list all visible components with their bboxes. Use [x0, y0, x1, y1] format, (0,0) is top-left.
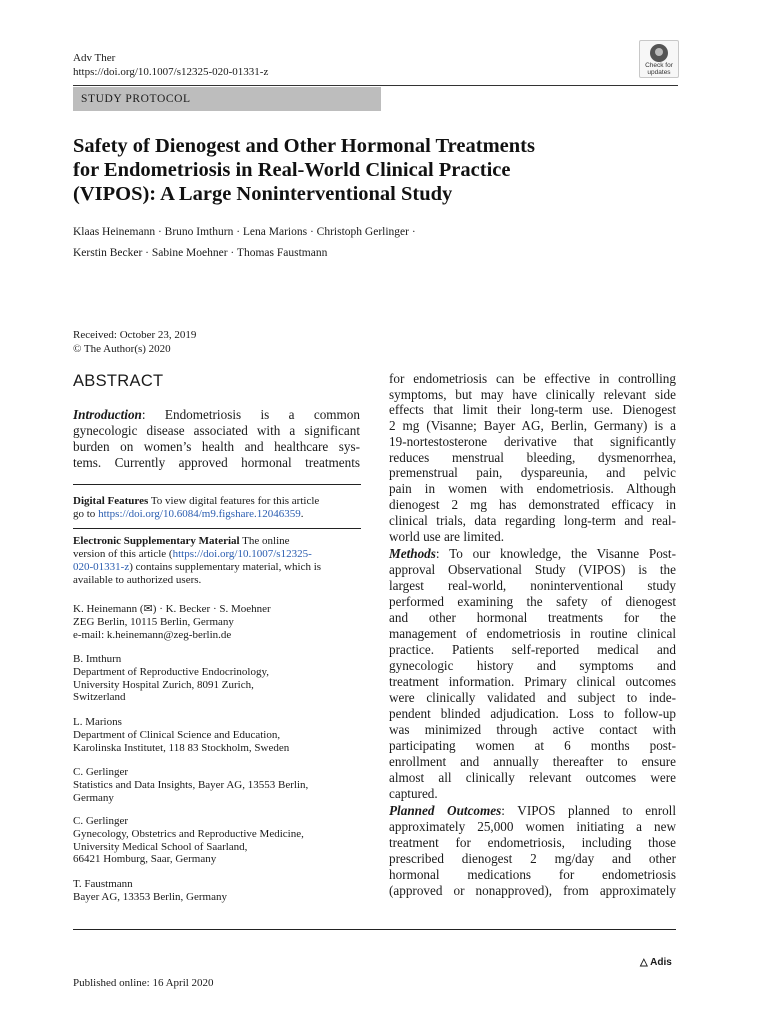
abstract-line: prescribed dienogest 2 mg/day and other	[389, 851, 676, 866]
affiliation-block	[73, 716, 363, 754]
abstract-line: was minimized through active contact with	[389, 722, 676, 737]
abstract-line: 2 mg (Visanne; Bayer AG, Berlin, Germany) is a	[389, 418, 676, 433]
abstract-line: and other hormonal treatments for the	[389, 610, 676, 625]
esm-text: available to authorized users.	[73, 574, 202, 586]
received-date: Received: October 23, 2019	[73, 329, 197, 341]
abstract-line: premenstrual pain, dyspareunia, and pelvic	[389, 465, 676, 480]
publisher-name: Adis	[650, 957, 672, 968]
affiliation-line: Bayer AG, 13353 Berlin, Germany	[73, 890, 227, 903]
abstract-line: captured.	[389, 786, 438, 801]
abstract-line	[73, 407, 360, 423]
esm-text: version of this article (	[73, 548, 173, 560]
article-link[interactable]: https://doi.org/10.1007/s12325-	[172, 548, 312, 560]
esm-text: The online	[239, 535, 290, 547]
intro-text: : Endometriosis is a common	[141, 407, 360, 422]
abstract-line: participating women at 6 months post-	[389, 738, 676, 753]
affiliation-line: C. Gerlinger	[73, 766, 128, 778]
intro-label: Introduction	[73, 407, 142, 422]
badge-label: Check for updates	[645, 62, 673, 76]
digital-features-label: Digital Features	[73, 495, 149, 507]
digital-features-text: To view digital features for this article	[148, 495, 320, 507]
abstract-line: reduces menstrual bleeding, dysmenorrhea,	[389, 450, 676, 465]
abstract-line: performed examining the safety of dienogest	[389, 594, 676, 609]
affiliation-line: T. Faustmann	[73, 878, 133, 890]
abstract-line: 19-nortestosterone derivative that significantly	[389, 434, 676, 449]
abstract-line: for endometriosis can be effective in controlling	[389, 371, 676, 386]
affiliation-line: L. Marions	[73, 716, 122, 728]
article-title	[73, 134, 653, 206]
abstract-line: management of endometriosis in routine clinical	[389, 626, 676, 641]
affiliation-line: University Medical School of Saarland,	[73, 840, 248, 853]
abstract-line: gynecologic disease associated with a significant	[73, 423, 360, 438]
affiliation-line: Germany	[73, 791, 114, 804]
abstract-line: approximately 25,000 women initiating a new	[389, 819, 676, 834]
abstract-line	[389, 803, 676, 819]
abstract-line: were clinically validated and subject to inde-	[389, 690, 676, 705]
abstract-line: gynecologic history and symptoms and	[389, 658, 676, 673]
section-label: STUDY PROTOCOL	[73, 87, 381, 111]
abstract-line: treatment for endometriosis, including those	[389, 835, 676, 850]
abstract-line: almost all clinically relevant outcomes were	[389, 770, 676, 785]
abstract-line: dienogest 2 mg has demonstrated efficacy in	[389, 497, 676, 512]
methods-label: Methods	[389, 546, 436, 561]
abstract-line	[389, 546, 676, 562]
affiliation-line: C. Gerlinger	[73, 815, 128, 827]
digital-features-text: go to	[73, 508, 99, 520]
affiliation-line: University Hospital Zurich, 8091 Zurich,	[73, 678, 254, 691]
esm-rule	[73, 528, 361, 529]
affiliation-line: ZEG Berlin, 10115 Berlin, Germany	[73, 615, 234, 628]
publisher-logo	[640, 957, 672, 968]
figshare-link[interactable]: https://doi.org/10.6084/m9.figshare.12046359	[98, 508, 301, 520]
journal-name: Adv Ther	[73, 52, 116, 64]
abstract-line: approval Observational Study (VIPOS) is the	[389, 562, 676, 577]
affiliation-line: K. Heinemann (✉) · K. Becker · S. Moehner	[73, 603, 271, 615]
affiliation-block	[73, 653, 363, 704]
footer-rule	[73, 929, 676, 930]
published-online-date: Published online: 16 April 2020	[73, 977, 214, 989]
digital-features-note	[73, 495, 363, 521]
affiliation-block	[73, 766, 363, 804]
abstract-line: burden on women’s health and healthcare sys-	[73, 439, 360, 454]
author-line: Kerstin Becker · Sabine Moehner · Thomas Faustmann	[73, 247, 328, 259]
abstract-line: effects that limit their long-term use. Dienogest	[389, 402, 676, 417]
supplementary-material-note	[73, 535, 365, 587]
author-line: Klaas Heinemann · Bruno Imthurn · Lena Marions · Christoph Gerlinger ·	[73, 226, 416, 238]
affiliation-line: Statistics and Data Insights, Bayer AG, 13553 Berlin,	[73, 778, 309, 791]
abstract-line: largest real-world, noninterventional study	[389, 578, 676, 593]
title-line: for Endometriosis in Real-World Clinical Practice	[73, 159, 511, 181]
abstract-line: (approved or nonapproved), from approximately	[389, 883, 676, 898]
abstract-line: enrollment and annually thereafter to ensure	[389, 754, 676, 769]
check-for-updates-badge[interactable]	[639, 40, 679, 78]
digital-features-text: .	[300, 508, 304, 520]
title-line: (VIPOS): A Large Noninterventional Study	[73, 183, 453, 205]
abstract-heading: ABSTRACT	[73, 372, 164, 390]
check-updates-icon	[650, 44, 668, 62]
digital-features-rule	[73, 484, 361, 485]
abstract-line: world use are limited.	[389, 529, 504, 544]
abstract-line: pendent blinded adjudication. Loss to follow-up	[389, 706, 676, 721]
affiliation-line: Department of Clinical Science and Education,	[73, 728, 281, 741]
planned-outcomes-label: Planned Outcomes	[389, 803, 502, 818]
article-link[interactable]: 020-01331-z	[73, 561, 130, 573]
affiliation-email[interactable]: e-mail: k.heinemann@zeg-berlin.de	[73, 628, 232, 641]
abstract-line: practice. Patients self-reported medical and	[389, 642, 676, 657]
affiliation-block	[73, 878, 363, 904]
affiliation-line: B. Imthurn	[73, 653, 122, 665]
copyright-notice: © The Author(s) 2020	[73, 343, 171, 355]
esm-text: ) contains supplementary material, which is	[129, 561, 322, 573]
abstract-line: pain in women with endometriosis. Although	[389, 481, 676, 496]
abstract-line: symptoms, but may have clinically relevant side	[389, 387, 676, 402]
affiliation-block	[73, 603, 363, 641]
affiliation-block	[73, 815, 363, 866]
abstract-line: hormonal medications for endometriosis	[389, 867, 676, 882]
abstract-line: tems. Currently approved hormonal treatments	[73, 455, 360, 470]
affiliation-line: Switzerland	[73, 691, 126, 704]
abstract-line: treatment information. Primary clinical outcomes	[389, 674, 676, 689]
article-doi[interactable]: https://doi.org/10.1007/s12325-020-01331-z	[73, 66, 269, 78]
esm-label: Electronic Supplementary Material	[73, 535, 240, 547]
methods-text: : To our knowledge, the Visanne Post-	[435, 546, 676, 561]
affiliation-line: 66421 Homburg, Saar, Germany	[73, 853, 217, 866]
planned-outcomes-text: : VIPOS planned to enroll	[501, 803, 677, 818]
affiliation-line: Karolinska Institutet, 118 83 Stockholm, Sweden	[73, 741, 290, 754]
adis-triangle-icon: △	[640, 957, 648, 968]
affiliation-line: Gynecology, Obstetrics and Reproductive Medicine,	[73, 827, 304, 840]
title-line: Safety of Dienogest and Other Hormonal Treatments	[73, 135, 535, 157]
abstract-line: clinical trials, data regarding long-term and real-	[389, 513, 676, 528]
affiliation-line: Department of Reproductive Endocrinology,	[73, 665, 270, 678]
header-rule	[73, 85, 678, 86]
